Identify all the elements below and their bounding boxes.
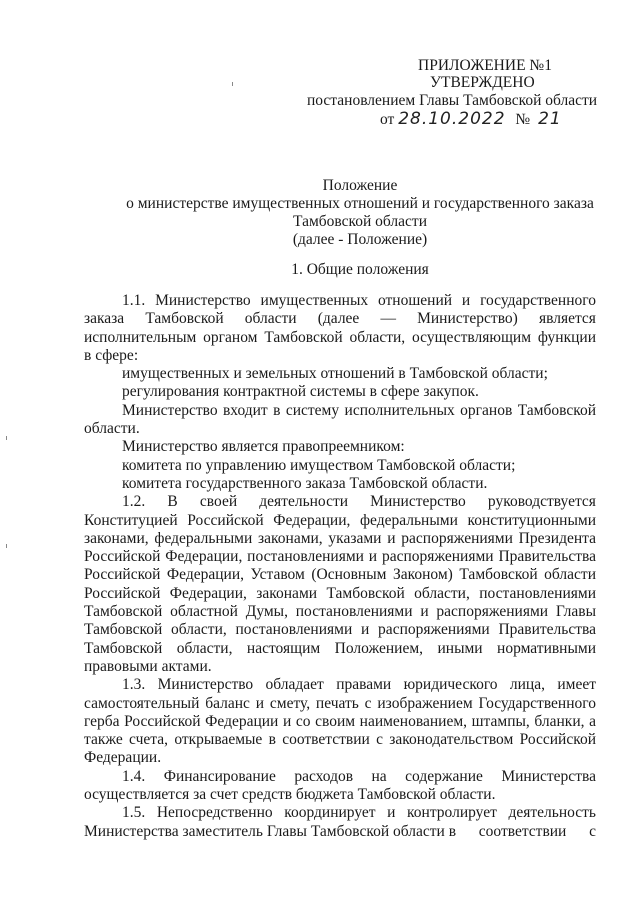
- para-1-4-line-1: 1.4. Финансирование расходов на содержание Министерства: [122, 767, 596, 785]
- para-1-4-body: осуществляется за счет средств бюджета Тамбовской области.: [84, 786, 496, 804]
- title-line-1: Положение: [322, 177, 398, 194]
- handwritten-date: 28.10.2022: [398, 109, 506, 129]
- list-item: регулирования контрактной системы в сфере закупок.: [122, 383, 479, 401]
- paragraph: Министерство является правопреемником:: [122, 438, 405, 456]
- para-1-2-body: Конституцией Российской Федерации, федеральными конституционными законами, федеральными законами, указами и распоряжениями Президента Российской Федерации, постановлениями и распоряжениями Правительства Российской Федерации, Уставом (Основным Законом) Тамбовской области Российской Федерации, законами Тамбовской области, постановлениями Тамбовской областной Думы, постановлениями и распоряжениями Главы Тамбовской области, постановлениями и распоряжениями Правительства Тамбовской области, настоящим Положением, иными нормативными правовыми актами.: [84, 511, 596, 675]
- scan-speck: [6, 544, 7, 548]
- list-item: комитета по управлению имуществом Тамбовской области;: [122, 456, 516, 474]
- para-1-3: 1.3. Министерство обладает правами юридического лица, имеет самостоятельный баланс и смету, печать с изображением Государственного герба Российской Федерации и со своим наименованием, штампы, бланки, а также счета, открываемые в соответствии с законодательством Российской Федерации.: [84, 676, 596, 767]
- para-1-1-line-2: заказа Тамбовской области (далее — Министерство) является: [84, 310, 596, 328]
- title-line-2: о министерстве имущественных отношений и государственного заказа: [126, 195, 594, 212]
- decree-label: постановлением Главы Тамбовской области: [307, 92, 598, 109]
- para-1-1-line-3: исполнительным органом Тамбовской области, осуществляющим функции: [84, 328, 596, 346]
- document-body: [84, 292, 596, 841]
- paragraph: Министерство входит в систему исполнительных органов Тамбовской области.: [84, 401, 596, 438]
- date-prefix: от: [380, 111, 395, 128]
- scan-speck: [232, 82, 233, 86]
- section-heading: 1. Общие положения: [291, 261, 429, 278]
- list-item: имущественных и земельных отношений в Тамбовской области;: [122, 365, 548, 383]
- handwritten-number: 21: [538, 109, 562, 129]
- list-item: комитета государственного заказа Тамбовской области.: [122, 474, 488, 492]
- para-1-5-line-2: Министерства заместитель Главы Тамбовской области в соответствии с: [84, 822, 596, 840]
- decree-date-line: [380, 110, 562, 129]
- para-1-1-line-1: 1.1. Министерство имущественных отношений и государственного: [122, 292, 596, 309]
- appendix-label: ПРИЛОЖЕНИЕ №1: [418, 57, 552, 74]
- title-line-4: (далее - Положение): [292, 231, 428, 248]
- para-1-1-line-4: в сфере:: [84, 346, 139, 364]
- scan-speck: [6, 436, 7, 440]
- para-1-2-line-1: 1.2. В своей деятельности Министерство руководствуется: [122, 493, 596, 511]
- title-line-3: Тамбовской области: [293, 213, 427, 230]
- approved-label: УТВЕРЖДЕНО: [430, 74, 535, 91]
- para-1-5-line-1: 1.5. Непосредственно координирует и контролирует деятельность: [122, 804, 596, 822]
- number-sign: №: [515, 111, 531, 128]
